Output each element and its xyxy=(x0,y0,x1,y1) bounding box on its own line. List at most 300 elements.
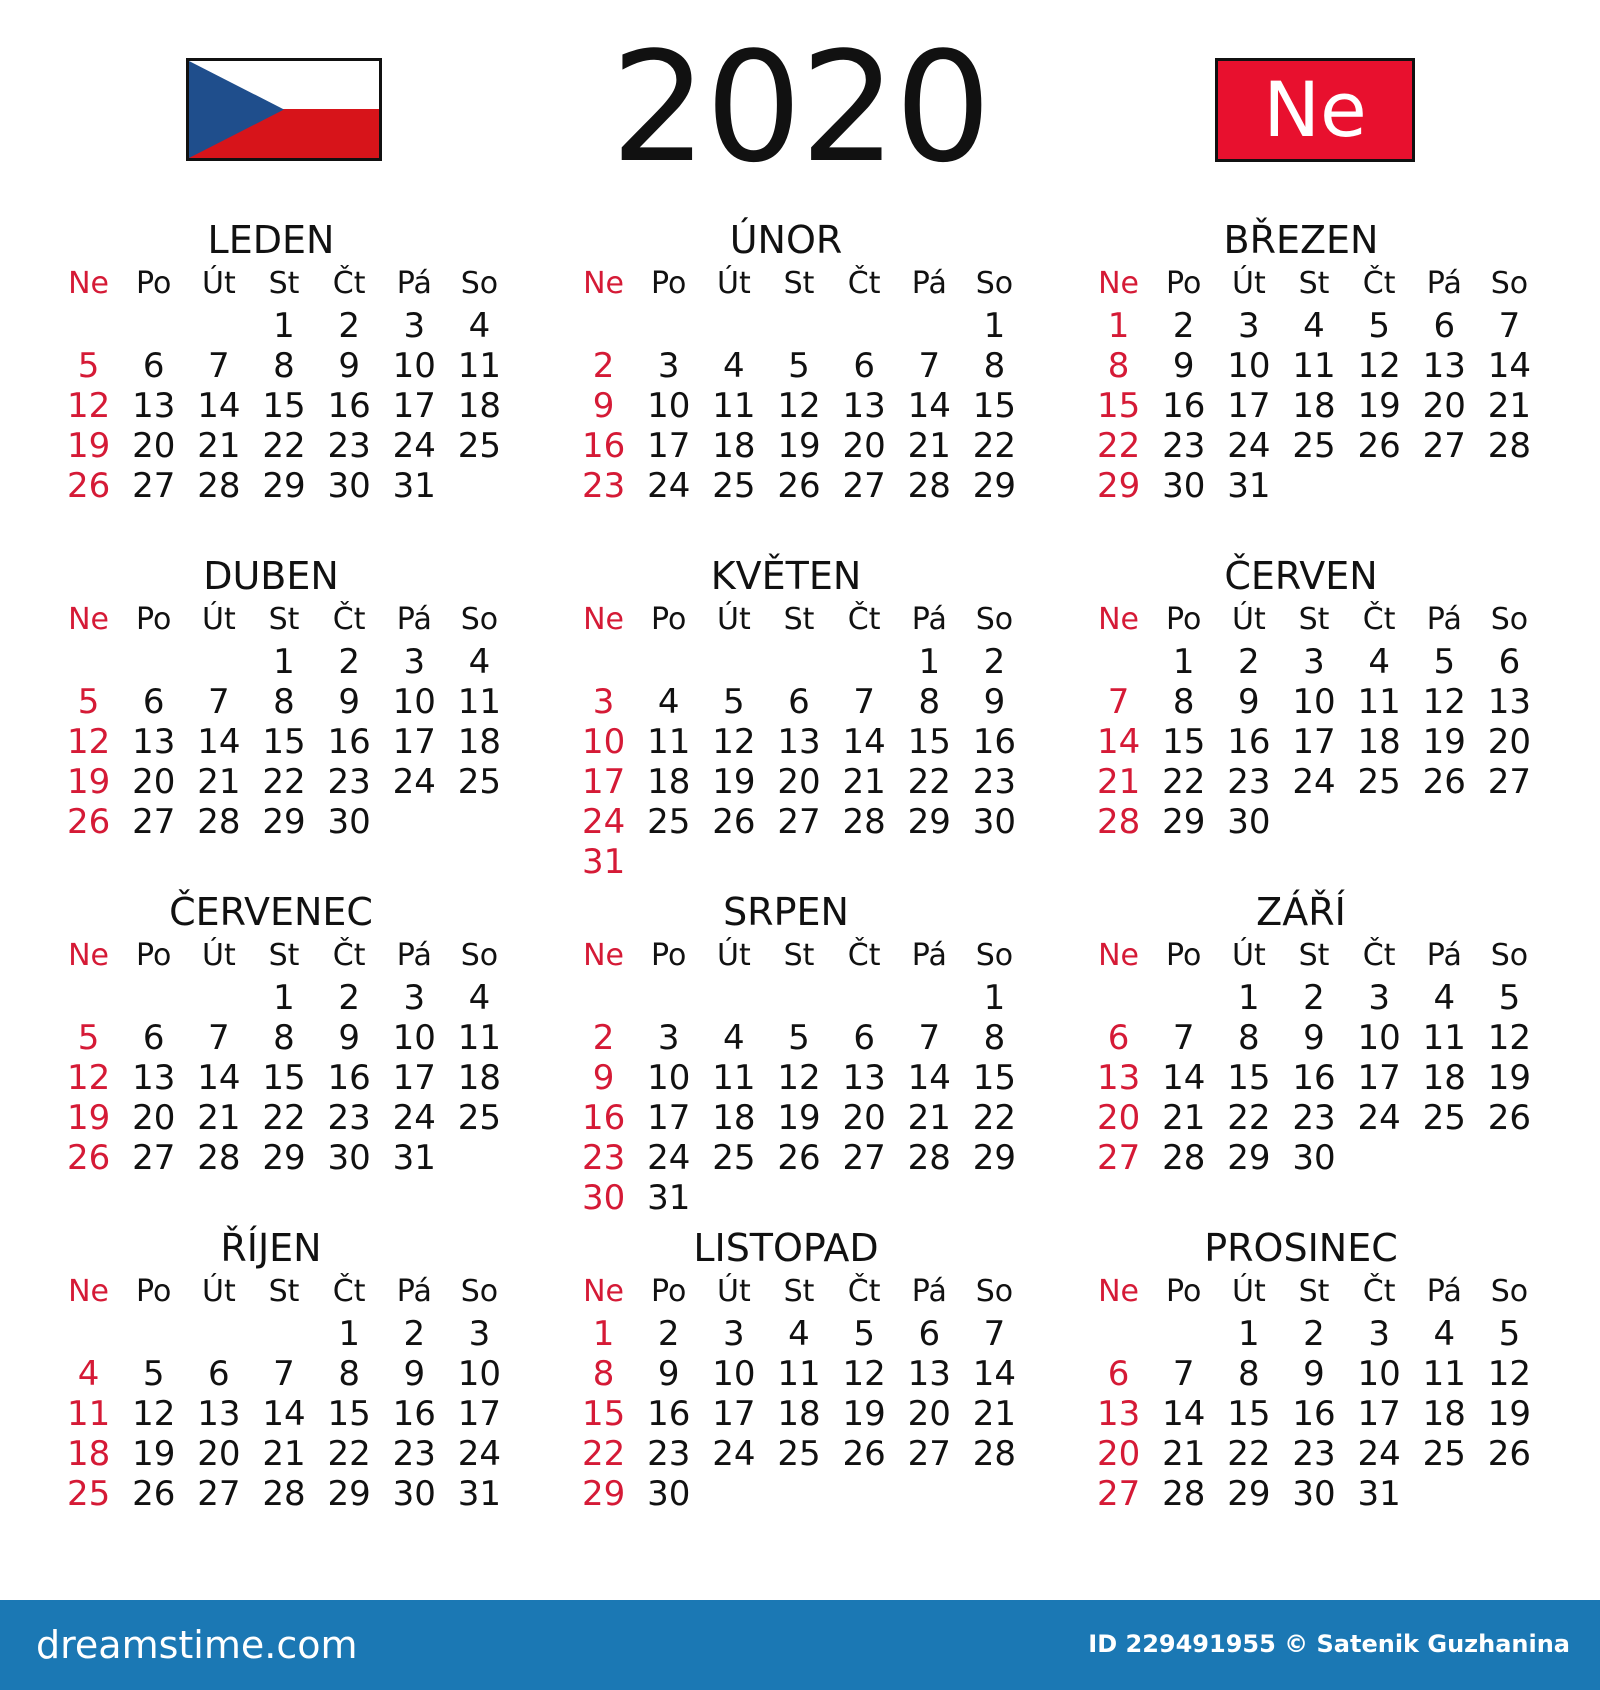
week-row xyxy=(571,1138,1027,1178)
weekday-label: Pá xyxy=(396,1274,432,1309)
week-row xyxy=(56,386,512,426)
week-row xyxy=(56,306,512,346)
day-date: 2 xyxy=(338,642,360,682)
day-date xyxy=(1412,1138,1477,1178)
day-date: 13 xyxy=(907,1354,951,1394)
day-date: 12 xyxy=(132,1394,176,1434)
week-row xyxy=(56,1138,512,1178)
day-date: 1 xyxy=(338,1314,360,1354)
day-date: 18 xyxy=(1357,722,1401,762)
day-date: 8 xyxy=(918,682,941,722)
week-row xyxy=(56,1394,512,1434)
sunday-date xyxy=(1086,1314,1151,1354)
day-date: 18 xyxy=(1292,386,1336,426)
week-row xyxy=(1086,642,1542,682)
day-date: 8 xyxy=(273,346,295,386)
sunday-date xyxy=(571,978,636,1018)
day-date: 19 xyxy=(777,1098,821,1138)
day-date: 17 xyxy=(647,426,691,466)
day-date: 17 xyxy=(1227,386,1271,426)
day-date xyxy=(1477,1474,1542,1514)
day-date: 6 xyxy=(142,346,165,386)
week-row xyxy=(571,762,1027,802)
day-date: 23 xyxy=(1292,1098,1336,1138)
sunday-date: 2 xyxy=(592,346,615,386)
week-row xyxy=(571,1394,1027,1434)
day-date: 1 xyxy=(273,978,295,1018)
day-date: 13 xyxy=(197,1394,241,1434)
week-row xyxy=(1086,1098,1542,1138)
day-date xyxy=(701,1474,766,1514)
day-date: 27 xyxy=(132,802,176,842)
day-date: 25 xyxy=(1422,1098,1466,1138)
weekday-label: Po xyxy=(1166,1274,1202,1309)
sunday-date: 25 xyxy=(66,1474,111,1514)
week-row xyxy=(571,426,1027,466)
weekday-label: So xyxy=(460,602,499,637)
day-date: 19 xyxy=(712,762,756,802)
day-date: 2 xyxy=(657,1314,680,1354)
day-date: 3 xyxy=(723,1314,745,1354)
sunday-date: 26 xyxy=(66,802,111,842)
day-date: 28 xyxy=(1162,1138,1206,1178)
day-date: 11 xyxy=(1292,346,1336,386)
weekday-label: So xyxy=(460,266,499,301)
day-date: 17 xyxy=(392,722,436,762)
week-row xyxy=(56,466,512,506)
week-row xyxy=(571,1018,1027,1058)
day-date: 18 xyxy=(457,722,502,762)
weekday-label: So xyxy=(1490,938,1529,973)
weekday-label: Út xyxy=(201,602,236,637)
weekday-header-row xyxy=(1086,598,1542,642)
day-date: 14 xyxy=(197,722,241,762)
day-date: 13 xyxy=(1422,346,1466,386)
day-date: 15 xyxy=(972,386,1017,426)
week-row xyxy=(1086,978,1542,1018)
month-name: ČERVENEC xyxy=(169,890,373,934)
day-date: 3 xyxy=(468,1314,491,1354)
weekday-label: Pá xyxy=(911,602,947,637)
month-name: SRPEN xyxy=(723,890,849,934)
weekday-label: Po xyxy=(651,266,687,301)
day-date: 30 xyxy=(327,1138,371,1178)
day-date xyxy=(897,1178,962,1218)
week-row xyxy=(571,682,1027,722)
day-date: 14 xyxy=(197,386,241,426)
sunday-date: 5 xyxy=(77,1018,100,1058)
weekday-label: St xyxy=(268,1274,300,1309)
weekday-label: Po xyxy=(136,602,172,637)
day-date: 12 xyxy=(777,1058,821,1098)
day-date: 22 xyxy=(327,1434,371,1474)
day-date: 23 xyxy=(972,762,1017,802)
day-date: 15 xyxy=(1227,1394,1271,1434)
day-date: 17 xyxy=(1357,1394,1401,1434)
day-date: 19 xyxy=(1357,386,1401,426)
sunday-date: 26 xyxy=(66,1138,111,1178)
day-date: 22 xyxy=(972,426,1017,466)
day-date xyxy=(186,642,251,682)
month-block xyxy=(545,890,1027,1218)
day-date xyxy=(832,1178,897,1218)
day-date: 29 xyxy=(262,466,306,506)
day-date: 31 xyxy=(392,1138,436,1178)
day-date: 12 xyxy=(1357,346,1401,386)
day-date: 18 xyxy=(1422,1394,1466,1434)
weekday-label: So xyxy=(1490,602,1529,637)
month-name: ČERVEN xyxy=(1224,554,1378,598)
day-date: 5 xyxy=(853,1314,875,1354)
sunday-date: 20 xyxy=(1096,1434,1141,1474)
weekday-header-row xyxy=(1086,934,1542,978)
month-name: LEDEN xyxy=(207,218,335,262)
weekday-label: So xyxy=(975,1274,1014,1309)
sunday-date: 21 xyxy=(1096,762,1141,802)
weekday-label: So xyxy=(460,1274,499,1309)
week-row xyxy=(56,426,512,466)
sunday-date: 19 xyxy=(66,762,111,802)
day-date: 6 xyxy=(918,1314,941,1354)
day-date: 11 xyxy=(457,682,502,722)
day-date: 24 xyxy=(712,1434,756,1474)
day-date: 23 xyxy=(1162,426,1206,466)
sunday-date: 27 xyxy=(1096,1138,1141,1178)
weekday-label: St xyxy=(268,266,300,301)
weekday-header-row xyxy=(1086,1270,1542,1314)
day-date: 1 xyxy=(1172,642,1195,682)
day-date: 3 xyxy=(1368,1314,1390,1354)
day-date: 24 xyxy=(392,1098,436,1138)
weekday-label: So xyxy=(1490,1274,1529,1309)
day-date: 11 xyxy=(1422,1018,1466,1058)
day-date: 24 xyxy=(647,466,691,506)
weekday-label: Pá xyxy=(911,1274,947,1309)
day-date: 19 xyxy=(1487,1058,1532,1098)
month-block xyxy=(30,218,512,506)
day-date: 13 xyxy=(1487,682,1532,722)
day-date: 30 xyxy=(647,1474,691,1514)
day-date: 8 xyxy=(1238,1018,1260,1058)
week-row xyxy=(1086,1314,1542,1354)
day-date: 10 xyxy=(647,1058,691,1098)
weekday-label: Pá xyxy=(911,938,947,973)
day-date: 13 xyxy=(132,386,176,426)
day-date: 10 xyxy=(712,1354,756,1394)
day-date: 6 xyxy=(142,1018,165,1058)
day-date xyxy=(1151,978,1216,1018)
day-date: 4 xyxy=(1433,978,1456,1018)
day-date xyxy=(766,1474,831,1514)
day-date: 22 xyxy=(1162,762,1206,802)
week-row xyxy=(56,346,512,386)
day-date: 2 xyxy=(1238,642,1260,682)
day-date xyxy=(121,1314,186,1354)
day-date xyxy=(1347,466,1412,506)
day-date: 4 xyxy=(1303,306,1325,346)
day-date: 30 xyxy=(327,802,371,842)
day-date: 31 xyxy=(1227,466,1271,506)
day-date: 18 xyxy=(712,426,756,466)
brand-logo-text: dreamstime.com xyxy=(36,1623,358,1667)
day-date: 27 xyxy=(132,466,176,506)
day-date: 21 xyxy=(262,1434,306,1474)
day-date: 21 xyxy=(197,1098,241,1138)
day-date xyxy=(1347,1138,1412,1178)
day-date: 14 xyxy=(1162,1058,1206,1098)
day-date: 4 xyxy=(657,682,680,722)
day-date: 29 xyxy=(262,802,306,842)
day-date xyxy=(766,978,831,1018)
day-date: 18 xyxy=(647,762,691,802)
day-date: 2 xyxy=(338,306,360,346)
day-date: 24 xyxy=(392,426,436,466)
weekday-label: St xyxy=(268,602,300,637)
day-date: 19 xyxy=(1487,1394,1532,1434)
day-date: 31 xyxy=(392,466,436,506)
day-date: 4 xyxy=(1368,642,1390,682)
year-title: 2020 xyxy=(610,19,990,196)
day-date: 24 xyxy=(392,762,436,802)
day-date: 9 xyxy=(1303,1354,1325,1394)
weekday-label: Út xyxy=(716,1274,751,1309)
sunday-date: 22 xyxy=(1096,426,1141,466)
weekday-label: St xyxy=(783,1274,815,1309)
week-row xyxy=(571,466,1027,506)
weekday-header-row xyxy=(571,598,1027,642)
day-date: 21 xyxy=(842,762,886,802)
day-date: 12 xyxy=(712,722,756,762)
day-date: 11 xyxy=(457,346,502,386)
weekday-label: Út xyxy=(1231,938,1266,973)
day-date: 3 xyxy=(1303,642,1325,682)
day-date: 24 xyxy=(457,1434,502,1474)
day-date: 6 xyxy=(208,1354,230,1394)
week-row xyxy=(56,1354,512,1394)
month-block xyxy=(545,1226,1027,1514)
day-date xyxy=(636,306,701,346)
weekday-label: Čt xyxy=(1362,602,1396,637)
day-date: 28 xyxy=(1162,1474,1206,1514)
month-name: ŘÍJEN xyxy=(220,1226,322,1270)
day-date: 23 xyxy=(1227,762,1271,802)
day-date: 6 xyxy=(1433,306,1456,346)
day-date: 28 xyxy=(842,802,886,842)
day-date xyxy=(1281,466,1346,506)
day-date: 11 xyxy=(457,1018,502,1058)
weekday-label: Po xyxy=(136,938,172,973)
weekday-header-row xyxy=(571,934,1027,978)
day-date xyxy=(832,978,897,1018)
day-date: 5 xyxy=(142,1354,165,1394)
day-date: 6 xyxy=(142,682,165,722)
day-date: 21 xyxy=(907,1098,951,1138)
day-date: 25 xyxy=(457,762,502,802)
day-date: 8 xyxy=(273,682,295,722)
day-date xyxy=(1151,1314,1216,1354)
weekday-label: St xyxy=(1298,1274,1330,1309)
month-block xyxy=(545,554,1027,882)
day-date: 15 xyxy=(972,1058,1017,1098)
weekday-label: Po xyxy=(136,266,172,301)
day-date: 16 xyxy=(1227,722,1271,762)
week-row xyxy=(56,978,512,1018)
day-date: 14 xyxy=(1162,1394,1206,1434)
day-date: 23 xyxy=(327,1098,371,1138)
sunday-date: 31 xyxy=(581,842,626,882)
day-date: 28 xyxy=(197,466,241,506)
day-date: 30 xyxy=(1292,1474,1336,1514)
weekday-label: Út xyxy=(201,266,236,301)
weekday-header-row xyxy=(571,1270,1027,1314)
day-date: 15 xyxy=(907,722,951,762)
weekday-label: Čt xyxy=(332,602,366,637)
sunday-date: 10 xyxy=(581,722,626,762)
weekday-label: St xyxy=(783,266,815,301)
day-date: 16 xyxy=(1162,386,1206,426)
day-date: 7 xyxy=(273,1354,295,1394)
weekday-header-row xyxy=(571,262,1027,306)
week-row xyxy=(571,346,1027,386)
weekday-label: Út xyxy=(1231,602,1266,637)
weekday-label: Ne xyxy=(68,602,110,637)
weekday-label: Po xyxy=(136,1274,172,1309)
weekday-label: Ne xyxy=(68,1274,110,1309)
weekday-label: Po xyxy=(1166,938,1202,973)
day-date: 21 xyxy=(1487,386,1532,426)
day-date: 4 xyxy=(788,1314,810,1354)
day-date: 13 xyxy=(842,386,886,426)
day-date: 12 xyxy=(1487,1018,1532,1058)
week-row xyxy=(56,802,512,842)
day-date: 25 xyxy=(777,1434,821,1474)
day-date: 26 xyxy=(1487,1434,1532,1474)
day-date: 10 xyxy=(457,1354,502,1394)
day-date: 5 xyxy=(1498,978,1521,1018)
sunday-date: 8 xyxy=(1107,346,1130,386)
day-date: 7 xyxy=(918,1018,941,1058)
day-date xyxy=(701,642,766,682)
day-date xyxy=(636,642,701,682)
day-date: 7 xyxy=(853,682,875,722)
day-date: 25 xyxy=(457,1098,502,1138)
sunday-date: 28 xyxy=(1096,802,1141,842)
day-date: 28 xyxy=(197,802,241,842)
day-date: 7 xyxy=(1172,1018,1195,1058)
day-date: 25 xyxy=(457,426,502,466)
day-date: 9 xyxy=(1238,682,1260,722)
day-date: 20 xyxy=(197,1434,241,1474)
day-date: 28 xyxy=(197,1138,241,1178)
day-date: 26 xyxy=(1422,762,1466,802)
weekday-label: Út xyxy=(201,938,236,973)
sunday-date: 22 xyxy=(581,1434,626,1474)
sunday-date: 1 xyxy=(592,1314,615,1354)
week-row xyxy=(1086,802,1542,842)
week-row xyxy=(571,978,1027,1018)
day-date: 30 xyxy=(327,466,371,506)
day-date: 27 xyxy=(132,1138,176,1178)
sunday-date xyxy=(56,642,121,682)
week-row xyxy=(571,642,1027,682)
day-date: 16 xyxy=(1292,1394,1336,1434)
weekday-label: Pá xyxy=(911,266,947,301)
weekday-label: Po xyxy=(651,1274,687,1309)
month-block xyxy=(1060,890,1542,1178)
sunday-date: 16 xyxy=(581,426,626,466)
day-date xyxy=(897,306,962,346)
day-date: 30 xyxy=(972,802,1017,842)
day-date: 21 xyxy=(197,426,241,466)
day-date: 20 xyxy=(842,1098,886,1138)
day-date: 11 xyxy=(1357,682,1401,722)
day-date: 8 xyxy=(1238,1354,1260,1394)
day-date: 11 xyxy=(712,386,756,426)
sunday-date: 13 xyxy=(1096,1394,1141,1434)
day-date xyxy=(897,978,962,1018)
weekday-label: Ne xyxy=(68,938,110,973)
sunday-date: 12 xyxy=(66,386,111,426)
day-date xyxy=(1347,802,1412,842)
day-date xyxy=(1412,802,1477,842)
month-block xyxy=(1060,1226,1542,1514)
week-row xyxy=(571,1474,1027,1514)
weekday-label: Čt xyxy=(847,266,881,301)
day-date xyxy=(701,306,766,346)
day-date: 10 xyxy=(392,682,436,722)
week-row xyxy=(1086,1394,1542,1434)
month-name: BŘEZEN xyxy=(1223,218,1379,262)
weekday-label: Čt xyxy=(1362,938,1396,973)
day-date: 22 xyxy=(1227,1098,1271,1138)
sunday-date: 11 xyxy=(66,1394,111,1434)
day-date xyxy=(251,1314,316,1354)
day-date xyxy=(832,642,897,682)
day-date: 7 xyxy=(983,1314,1006,1354)
day-date: 10 xyxy=(647,386,691,426)
czech-flag-icon xyxy=(186,58,382,161)
week-row xyxy=(1086,762,1542,802)
month-block xyxy=(1060,218,1542,506)
day-date: 14 xyxy=(197,1058,241,1098)
day-date xyxy=(121,306,186,346)
day-date xyxy=(832,842,897,882)
weekday-label: St xyxy=(1298,266,1330,301)
day-date: 24 xyxy=(1227,426,1271,466)
weekday-label: St xyxy=(268,938,300,973)
day-date: 5 xyxy=(1433,642,1456,682)
day-date: 28 xyxy=(907,466,951,506)
sunday-date xyxy=(571,306,636,346)
week-row xyxy=(56,642,512,682)
day-date: 18 xyxy=(712,1098,756,1138)
day-date: 23 xyxy=(1292,1434,1336,1474)
sunday-date: 3 xyxy=(592,682,615,722)
weekday-label: Ne xyxy=(583,602,625,637)
weekday-label: Út xyxy=(201,1274,236,1309)
day-date xyxy=(701,842,766,882)
week-row xyxy=(571,1098,1027,1138)
sunday-date: 19 xyxy=(66,426,111,466)
sunday-date: 12 xyxy=(66,1058,111,1098)
day-date: 13 xyxy=(132,1058,176,1098)
day-date xyxy=(121,978,186,1018)
day-date: 13 xyxy=(842,1058,886,1098)
day-date: 23 xyxy=(392,1434,436,1474)
day-date: 22 xyxy=(262,426,306,466)
weekday-label: So xyxy=(460,938,499,973)
day-date: 30 xyxy=(1292,1138,1336,1178)
